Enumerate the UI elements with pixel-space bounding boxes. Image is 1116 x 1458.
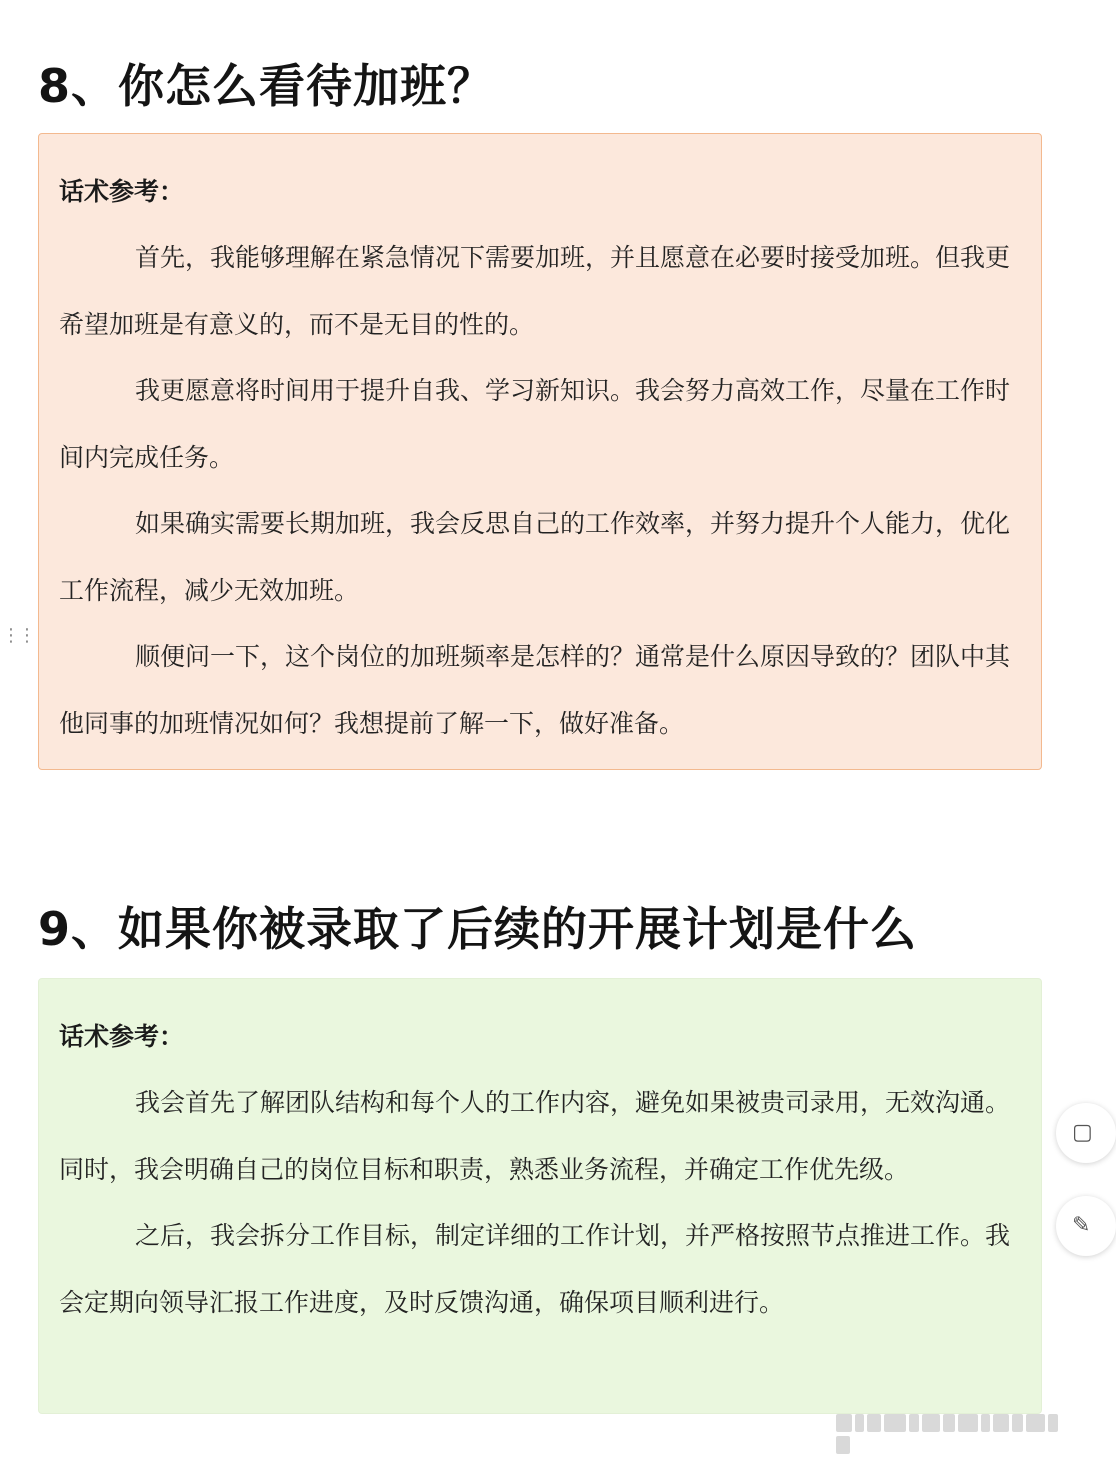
section-8-title: 8、你怎么看待加班？ bbox=[38, 59, 495, 113]
section-8-paragraph: 顺便问一下，这个岗位的加班频率是怎样的？通常是什么原因导致的？团队中其他同事的加班情况如何？我想提前了解一下，做好准备。 bbox=[59, 642, 1011, 738]
section-8-callout bbox=[38, 133, 1042, 770]
section-9-title: 9、如果你被录取了后续的开展计划是什么 bbox=[38, 902, 918, 956]
section-9-paragraph: 我会首先了解团队结构和每个人的工作内容，避免如果被贵司录用，无效沟通。同时，我会明确自己的岗位目标和职责，熟悉业务流程，并确定工作优先级。 bbox=[59, 1088, 1011, 1184]
copy-icon[interactable]: ▢ bbox=[1056, 1103, 1116, 1163]
watermark bbox=[836, 1414, 1070, 1436]
edit-icon[interactable]: ✎ bbox=[1056, 1196, 1116, 1256]
drag-handle-icon[interactable]: ⋮⋮ bbox=[2, 625, 34, 646]
section-9-callout bbox=[38, 978, 1042, 1414]
section-8-paragraph: 如果确实需要长期加班，我会反思自己的工作效率，并努力提升个人能力，优化工作流程，减少无效加班。 bbox=[59, 509, 1011, 605]
section-8-paragraph: 我更愿意将时间用于提升自我、学习新知识。我会努力高效工作，尽量在工作时间内完成任务。 bbox=[59, 376, 1011, 472]
section-9-label: 话术参考： bbox=[59, 1022, 185, 1051]
section-8-label: 话术参考： bbox=[59, 177, 185, 206]
section-8-paragraph: 首先，我能够理解在紧急情况下需要加班，并且愿意在必要时接受加班。但我更希望加班是有意义的，而不是无目的性的。 bbox=[59, 243, 1011, 339]
section-9-paragraph: 之后，我会拆分工作目标，制定详细的工作计划，并严格按照节点推进工作。我会定期向领导汇报工作进度，及时反馈沟通，确保项目顺利进行。 bbox=[59, 1221, 1011, 1317]
